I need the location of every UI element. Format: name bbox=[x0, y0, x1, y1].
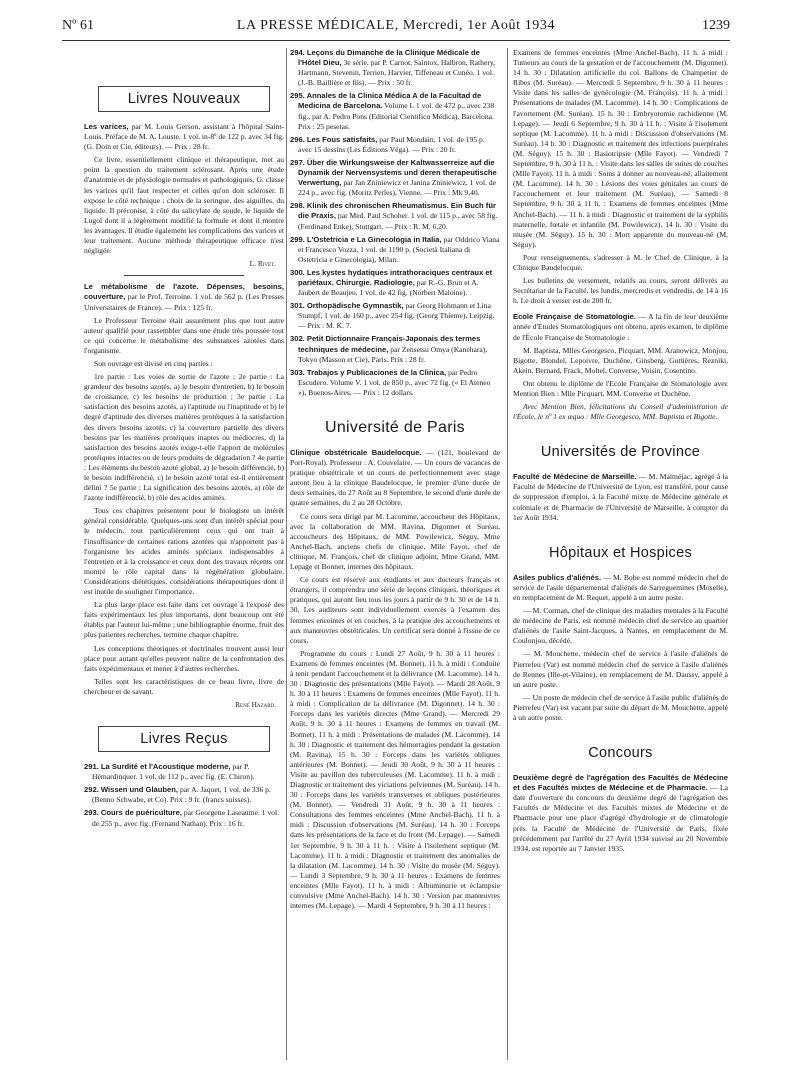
book-entry bbox=[290, 301, 500, 331]
notice-text: — M. Bobe est nommé médecin chef de service de l'asile départemental d'aliénés de Sarreguemines (Moselle), en remplacement de M. Requet, appelé à un autre poste. bbox=[513, 572, 728, 602]
book-entry bbox=[84, 808, 284, 828]
book-entry bbox=[290, 158, 500, 198]
column-3 bbox=[513, 48, 728, 1068]
notice-body: Avec Mention Bien, félicitations du Conseil d'administration de l'École, le nº 1 ex æquo : Mlle Georgesco, MM. Baptista et Bigotte. bbox=[513, 402, 728, 422]
review-body: Les conceptions théoriques et doctrinales trouvent aussi leur place pour autant qu'elles peuvent naître de la confrontation des faits expérimentaux et mener à d'autres recherches. bbox=[84, 643, 284, 673]
notice-stomatologie bbox=[513, 312, 728, 342]
book-reference: Volume I. 1 vol. de 472 p., avec 238 fig., par A. Pedro Pons (Editorial Cientifico Médica), Barcelona. Prix : 25 pesetas. bbox=[298, 101, 495, 131]
notice-program: Programme du cours : Lundi 27 Août, 9 h. 30 à 11 heures : Examens de femmes enceintes (M. Bonnet). 11 h. à midi : Conduite à tenir pendant l'accouchement et la délivrance (M. Lacomme). 14 h. 30 : Diagnostic des présentations (Mlle Fayot). — Mardi 28 Août, 9 h. 30 à 11 heures : Examens de femmes enceintes (Mlle Fayot). 11 h. à midi : Complication de la délivrance (M. Digonnet). 14 h. 30 : Forceps dans les variétés directes (Mme Grand). — Mercredi 29 Août, 9 h. 30 à 11 heures : Examens de femmes en travail (M. Bonnet). 11 h. à midi : Présentations de malades (M. Lacomme). 14 h. 30 : Diagnostic et traitement des hémorragies pendant la gestation (M. Ravina). 15 h. 30 : Forceps dans les variétés obliques antérieures (M. Bonnet). — Jeudi 30 Août, 9 h. 30 à 11 heures : Visite au pavillon des tuberculeuses (M. Lacomme). 11 h. à midi : Diagnostic et traitement des viciations pelviennes (M. Suréau). 14 h. 30 : Forceps dans les variétés transverses et obliques postérieures (M. Bonnet). — Vendredi 31 Août, 9 h. 30 à 11 heures : Consultations des femmes enceintes (Mme Anchel-Bach). 11 h. à midi : Discussion d'observations (M. Suréau). 14 h. 30 : Forceps dans les présentations de la face et du front (M. Lepage). — Samedi 1er Septembre, 9 h. 30 à 11 h. : Visite à l'isolement septique (M. Lacomme). 11 h. à midi : Diagnostic et traitement des anomalies de la dilatation (M. Lacomme). 14 h. 30 : Visite du musée (M. Séguy). — Lundi 3 Septembre, 9 h. 30 à 11 heures : Examens de femmes enceintes (Mlle Fayot). 11 h. à midi : Albuminurie et éclampsie convulsive (Mme Anchel-Bach). 14 h. 30 : Version par manœuvres internes (M. Lepage). — Mardi 4 Septembre, 9 h. 30 à 11 heures : bbox=[290, 648, 500, 911]
notice-title: Asiles publics d'aliénés. bbox=[513, 572, 602, 582]
notice-body: — Un poste de médecin chef de service à l'asile public d'aliénés de Pierrefeu (Var) est vacant par suite du départ de M. Mouchette, appelé à un autre poste. bbox=[513, 692, 728, 722]
book-reference: par P. Hémardinquer. 1 vol. de 112 p., avec fig. (E. Chiron). bbox=[92, 762, 255, 782]
review-title: Les varices, bbox=[84, 122, 129, 131]
notice-title: Deuxième degré de l'agrégation des Facultés de Médecine et des Facultés mixtes de Médecine et de Pharmacie. bbox=[513, 773, 728, 793]
review-body: Son ouvrage est divisé en cinq parties : bbox=[94, 358, 213, 368]
issue-number: Nº 61 bbox=[62, 18, 94, 33]
book-title: 298. Klinik des chronischen Rheumatismus. Ein Buch für die Praxis, bbox=[290, 201, 496, 221]
review-body: La plus large place est faite dans cet ouvrage à l'exposé des faits expérimentaux les plus importants, dont beaucoup ont été établis par l'auteur lui-même ; une bibliographie énorme, fruit des plus patientes recherches, termine chaque chapitre. bbox=[84, 600, 284, 640]
review-reference: par M. Louis Gerson, assistant à l'hôpital Saint-Louis. Préface de M. A. Louste. 1 vol. in-8º de 122 p. avec 34 fig. (G. Doin et Cie, éditeurs). — Prix : 28 fr. bbox=[84, 122, 284, 152]
column-2 bbox=[290, 48, 500, 1068]
notice-baudelocque bbox=[290, 448, 500, 509]
review-body: Ce livre, essentiellement clinique et thérapeutique, met au point la question du traitement sclérosant. Après une étude d'anatomie et de physiologie normales et pathologiques, G. classe les varices qu'il faut respecter et celles qu'on doit scléroser. Il expose le côté technique : choix de la seringue, des aiguilles, du liquide. Il préconise, à côté du salicylate de soude, le liquide de Lugol dont il a légèrement modifié la formule et dont il montre les avantages. Il étudie également les complications des varices et leur traitement. Aucune méthode thérapeutique efficace n'est négligée. bbox=[84, 155, 284, 256]
book-reference: par Paul Mondain, 1 vol. de 195 p. avec 15 dessins (Les Éditions Véga). — Prix : 20 fr. bbox=[298, 134, 485, 154]
review-title: Le métabolisme de l'azote. Dépenses, besoins, couverture, bbox=[84, 282, 284, 302]
section-heading-livres-nouveaux: Livres Nouveaux bbox=[98, 86, 270, 112]
notice-body: Ce cours est réservé aux étudiants et aux docteurs français et étrangers, il comprendra une série de leçons cliniques, théoriques et pratiques, qui auront lieu tous les jours à partir de 9 h. 30 et de 14 h. 30. Les auditeurs sont individuellement exercés à l'examen des femmes enceintes et en couches, à la pratique des accouchements et aux manœuvres obstétricales. Un certificat sera donné à l'issue de ce cours. bbox=[290, 575, 500, 645]
book-reference: par Jan Zniniewicz et Janina Zniniewicz, 1 vol. de 224 p., avec fig. (Moritz Perles), Vienne. — Prix : Mk 9,40. bbox=[298, 178, 497, 198]
journal-title: LA PRESSE MÉDICALE, Mercredi, 1er Août 1934 bbox=[236, 18, 556, 33]
notice-title: Faculté de Médecine de Marseille. bbox=[513, 472, 637, 482]
book-title: 296. Les Fous satisfaits, bbox=[290, 134, 378, 144]
review-reference: par le Prof. Terroine. 1 vol. de 562 p. (Les Presses Universitaires de France). — Prix : 125 fr. bbox=[84, 292, 284, 312]
section-heading-hopitaux: Hôpitaux et Hospices bbox=[548, 544, 692, 561]
section-heading-universite-paris: Université de Paris bbox=[325, 419, 465, 436]
book-title: 293. Cours de puériculture, bbox=[84, 808, 182, 818]
notice-text: — A la fin de leur deuxième année d'Etudes Stomatologiques ont obtenu, après examen, le diplôme de l'École Française de Stomatologie : bbox=[513, 312, 728, 342]
notice-body: Ce cours sera dirigé par M. Lacomme, accoucheur des Hôpitaux, avec la collaboration de MM. Ravina, Digonnet et Suréau, accoucheurs des Hôpitaux, de MM. Powilewicz, Séguy, Mme Anchel-Bach, anciens chefs de clinique, Mlle Fayot, chef de clinique, M. François, chef de clinique adjoint, Mme Grand, MM. Lepage et Bonnet, internes des hôpitaux. bbox=[290, 511, 500, 572]
section-heading-concours: Concours bbox=[588, 745, 653, 762]
section-heading-livres-recus: Livres Reçus bbox=[98, 726, 270, 752]
column-1 bbox=[84, 48, 284, 1068]
book-entry bbox=[84, 762, 284, 782]
book-title: 292. Wissen und Glauben, bbox=[84, 785, 179, 795]
book-reference: 3e série, par P. Carnot, Saintox, Halbron, Rathery, Hartmann, Stevenin, Terrien, Harvier, Tiffeneau et Cunéo. 1 vol. (J.-B. Baillière et fils). — Prix : 50 fr. bbox=[298, 58, 496, 88]
book-entry bbox=[290, 235, 500, 265]
review-body: Le Professeur Terroine était assurément plus que tout autre auteur qualifié pour rassembler dans une étude très poussée tout ce qui concerne le métabolisme des substances azotées dans l'organisme. bbox=[84, 315, 284, 355]
notice-body: — M. Mouchette, médecin chef de service à l'asile d'aliénés de Pierrefeu (Var) est nommé médecin chef de service à l'asile d'aliénés de Rennes (Ille-et-Vilaine), en remplacement de M. Daussy, appelé à un autre poste. bbox=[513, 649, 728, 689]
book-title: 300. Les kystes hydatiques intrathoraciques centraux et pariétaux. Chirurgie. Radiologie, bbox=[290, 267, 493, 287]
notice-asiles bbox=[513, 573, 728, 603]
review-azote bbox=[84, 282, 284, 312]
book-reference: par Med. Paul Schober. 1 vol. de 115 p., avec 58 fig. (Ferdinand Enke), Stuttgart. — Prix : R. M. 6,20. bbox=[298, 211, 498, 231]
book-reference: par Oddrico Viana et Francesco Vozza, 1 vol. de 1190 p. (Società Italiana di Ostetricia e Ginecologia), Milan. bbox=[298, 234, 500, 264]
book-reference: par Pedro Escudero. Volume V. 1 vol. de 850 p., avec 72 fig. (« El Ateneo »), Buenos-Aires. — Prix : 12 dollars. bbox=[298, 367, 491, 397]
page-header bbox=[62, 18, 730, 38]
section-heading-universites-province: Universités de Province bbox=[540, 444, 701, 461]
book-title: 303. Trabajos y Publicaciones de la Clinica, bbox=[290, 367, 447, 377]
book-entry bbox=[290, 334, 500, 364]
program-continued: Examens de femmes enceintes (Mme Anchel-Bach). 11 h. à midi : Tumeurs au cours de la gestation et de l'accouchement (M. Digonnet). 14 h. 30 : Dilatation artificielle du col. Ballons de Champetier de Ribes (M. Suréau). — Mercredi 5 Septembre, 9 h. 30 à 11 heures : Visite dans les salles de gynécologie (M. François). 11 h. à midi : Présentations de malades (M. Lacomme). 14 h. 30 : Complications de l'avortement (M. Suréau). 15 h. 30 : Embryotomie rachidienne (M. Lepage). — Jeudi 6 Septembre, 9 h. 30 à 11 h. : Visite à l'isolement septique (M. Lacomme). 11 h. à midi : Discussion d'observations (M. Suréau). 14 h. 30 : Diagnostic et traitement des infections puerpérales (M. Séguy). 15 h. 30 : Basiotripsie (Mlle Fayot). — Vendredi 7 Septembre, 9 h. 30 à 11 h. : Visite dans les salles de suites de couches (Mlle Fayot). 11 h. à midi : Soins à donner au nouveau-né, allaitement (M. Lacomme). 14 h. 30 : Lésions des voies génitales au cours de l'accouchement et leur traitement (M. Suréau). — Samedi 8 Septembre, 9 h. 30 à 11 h. : Examens de femmes enceintes (Mme Anchel-Bach). — 11 h. à midi : Diagnostic et traitement de la syphilis maternelle, fœtale et infantile (M. Powilewicz). 14 h. 30 : Visite du musée (M. Séguy). 15 h. 30 : Mort apparente du nouveau-né (M. Séguy). bbox=[513, 48, 728, 249]
book-reference: par Zensetsu Omya (Kanehara), Tokyo (Masson et Cie), Paris. Prix : 28 fr. bbox=[298, 344, 488, 364]
notice-marseille bbox=[513, 472, 728, 522]
book-entry bbox=[290, 268, 500, 298]
review-body: 1re partie : Les voies de sortie de l'azote ; 2e partie : La grandeur des besoins azotés, a) le besoin d'entretien, b) le besoin de croissance, c) les besoins de production ; 3e partie : La satisfaction des besoins azotés, a) l'aptitude ou l'inaptitude et b) le degré d'aptitude des diverses matières protéiques à la satisfaction des divers besoins azotés, c) la couverture partielle des divers besoins par les matières protéiques inaptes ou médiocres, d) la satisfaction des besoins azotés exige-t-elle l'apport de molécules protéiques intactes ou de leurs produits de dégradation ? 4e partie : Les éléments du besoin azoté global, a) le besoin différencié, b) le besoin indifférencié, c) le besoin azoté total est-il entièrement défini ? 5e partie : La signification des besoins azotés, a) rôle de l'azote indifférencié, b) rôle des acides aminés. bbox=[84, 372, 284, 503]
book-title: 302. Petit Dictionnaire Français-Japonais des termes techniques de médecine, bbox=[290, 334, 481, 354]
review-body: Tous ces chapitres présentent pour le biologiste un intérêt général considérable. Quelques-uns sont d'un intérêt spécial pour le médecin, tout particulièrement ceux qui ont trait à l'insuffisance de certaines rations azotées qui n'apportent pas à l'organisme les acides aminés spéciaux indispensables à l'entretien et à la croissance et ceux dont des travaux récents ont montré le rôle capital dans la régénération globulaire. Considérations diététiques, considérations thérapeutiques dont il est inutile de souligner l'importance. bbox=[84, 506, 284, 597]
book-reference: par Georg Hohmann et Lina Stumpf, 1 vol. de 160 p., avec 254 fig. (Georg Thieme), Leipzig. — Prix : M. K. 7. bbox=[298, 301, 495, 331]
notice-body: Les bulletins de versement, relatifs au cours, seront délivrés au Secrétariat de la Faculté, les lundis, mercredis et vendredis, de 14 à 16 h. Le droit à verser est de 200 fr. bbox=[513, 276, 728, 306]
book-entry bbox=[290, 201, 500, 231]
book-title: 295. Annales de la Clinica Médica A de la Facultad de Medicina de Barcelona. bbox=[290, 91, 482, 111]
book-reference: par A. Jaquet, 1 vol. de 336 p. (Benno Schwabe, et Co). Prix : 9 fr. (francs suisses). bbox=[92, 785, 271, 805]
notice-body: Pour renseignements, s'adresser à M. le Chef de Clinique, à la Clinique Baudelocque. bbox=[513, 252, 728, 272]
review-signature: L. Rivet. bbox=[249, 259, 276, 269]
review-signature: René Hazard. bbox=[235, 699, 276, 709]
book-title: 294. Leçons du Dimanche de la Clinique Médicale de l'Hôtel Dieu, bbox=[290, 48, 480, 68]
review-body: Telles sont les caractéristiques de ce beau livre, livre de chercheur et de savant. bbox=[84, 676, 284, 696]
book-title: 297. Über die Wirkungsweise der Kaltwasserreize auf die Dynamik der Nervensystems und deren therapeutische Verwertung, bbox=[290, 157, 497, 188]
column-divider bbox=[507, 48, 508, 1060]
notice-body: Ont obtenu le diplôme de l'Ecole Française de Stomatologie avec Mention Bien : Mlle Picquart, MM. Converse et Duchêne. bbox=[513, 378, 728, 398]
book-entry bbox=[290, 91, 500, 131]
notice-text: — M. Malméjac, agrégé à la Faculté de Médecine de l'Université de Lyon, est transféré, pour cause de suppression d'emploi, à la Faculté mixte de Médecine générale et coloniale et de Pharmacie de l'Université de Marseille, à compter du 1er Août 1934. bbox=[513, 472, 728, 522]
notice-text: — La date d'ouverture du concours du deuxième degré de l'agrégation des Facultés de Médecine et des Facultés mixtes de Médecine et de Pharmacie pour une place d'agrégé d'hydrologie et de climatologie près la Faculté de Médecine de l'Université de Paris, fixée précédemment par l'arrêté du 27 Avril 1934 susvisé au 20 Novembre 1934, est reportée au 7 Janvier 1935. bbox=[513, 783, 728, 853]
notice-title: Ecole Française de Stomatologie. bbox=[513, 312, 636, 322]
notice-title: Clinique obstétricale Baudelocque. bbox=[290, 448, 422, 457]
notice-body: — M. Corman, chef de clinique des maladies mentales à la Faculté de médecine de Paris, est nommé médecin chef de service au quartier d'aliénés de l'asile Saint-Jacques, à Nantes, en remplacement de M. Coulonjou, décédé. bbox=[513, 606, 728, 646]
notice-names: M. Baptista, Mlles Georgesco, Picquart, MM. Aranowicz, Monjou, Bigotte, Blondel, Lepoivre, Duchêne, Ginsberg, Guttières, Rezniki, Akein, Bernard, Frack, Moltel, Converse, Voisin, Cosentino. bbox=[513, 345, 728, 375]
column-divider bbox=[286, 48, 287, 1060]
book-entry bbox=[84, 785, 284, 805]
separator bbox=[124, 275, 244, 276]
book-title: 291. La Surdité et l'Acoustique moderne, bbox=[84, 762, 231, 772]
page-number: 1239 bbox=[702, 18, 730, 33]
header-rule bbox=[62, 40, 730, 41]
review-varices bbox=[84, 122, 284, 152]
book-title: 301. Orthopädische Gymnastik, bbox=[290, 301, 404, 311]
book-reference: par Georgette Laseaume. 1 vol. de 255 p., avec fig. (Fernand Nathan). Prix : 16 fr. bbox=[92, 808, 279, 828]
notice-text: — (121, boulevard de Port-Royal). Professeur : A. Couvelaire. — Un cours de vacances de pratique obstétricale et un cours de perfectionnement avec stage auront lieu à la clinique Baudelocque, le premier d'une durée de deux semaines, du 27 Août au 8 Septembre, le second d'une durée de quatre semaines, du 2 au 28 Octobre. bbox=[290, 448, 500, 508]
notice-agregation bbox=[513, 773, 728, 854]
book-entry bbox=[290, 48, 500, 88]
book-entry bbox=[290, 368, 500, 398]
book-entry bbox=[290, 135, 500, 155]
book-reference: par R.-G. Brun et A. Jaubert de Beaujeu. 1 vol. de 42 fig. (Norbert Maloine). bbox=[298, 277, 479, 298]
book-title: 299. L'Ostetricia e La Ginecologia in Italia, bbox=[290, 234, 442, 244]
